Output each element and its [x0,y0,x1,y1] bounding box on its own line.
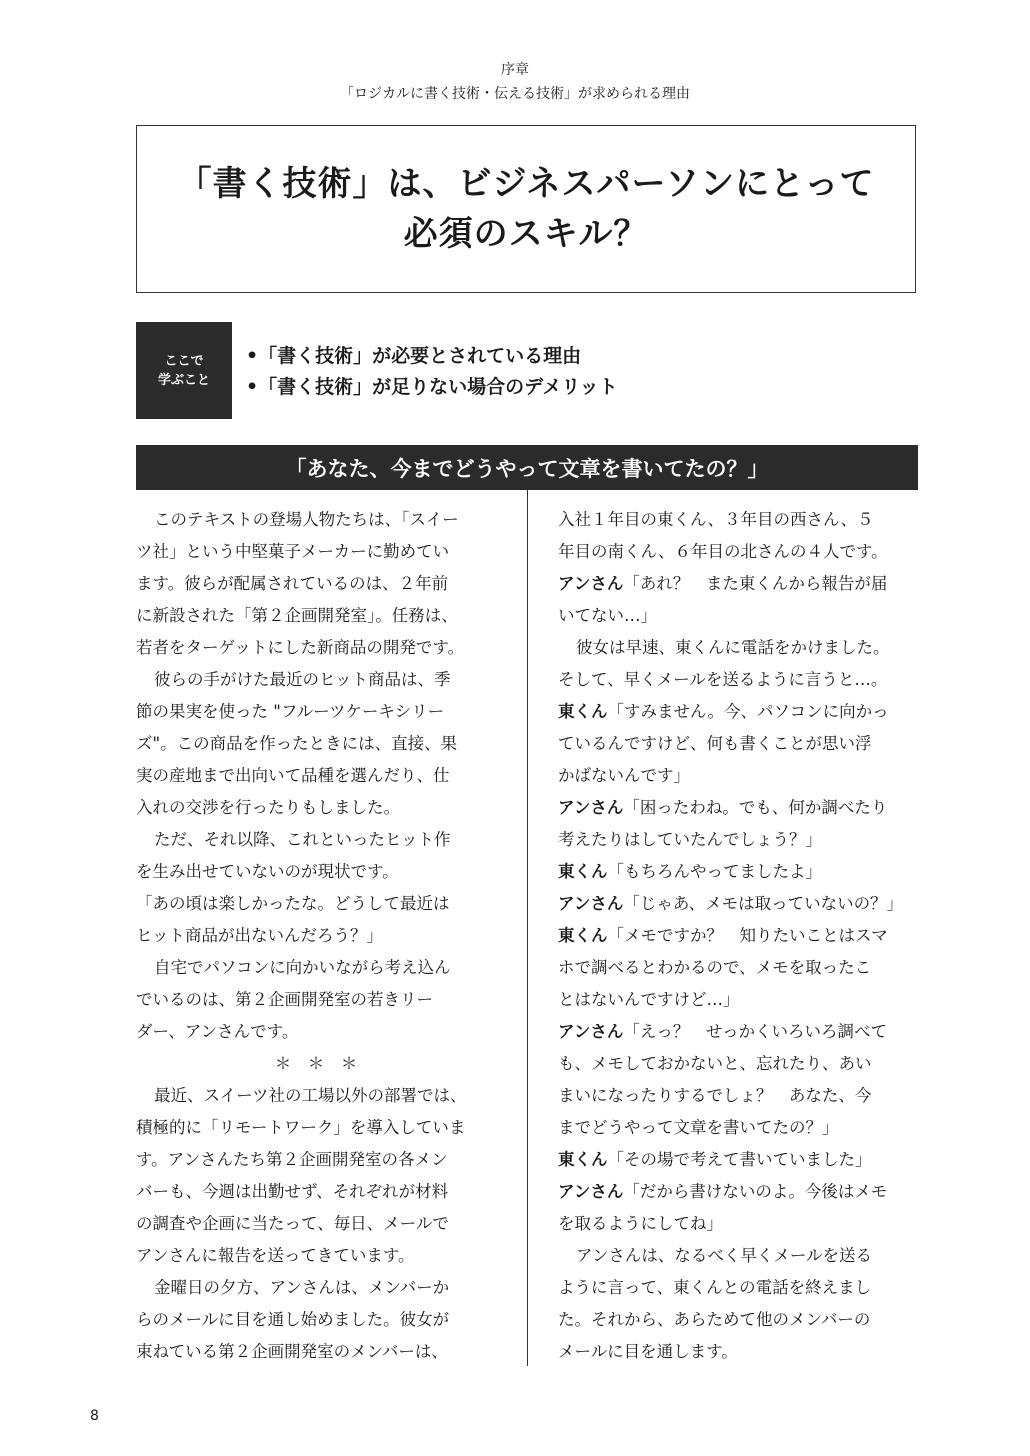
text-line: 最近、スイーツ社の工場以外の部署では、 [154,1086,467,1105]
text-line: 若者をターゲットにした新商品の開発です。 [136,638,465,657]
text-line [558,1144,918,1176]
text-line: バーも、今週は出勤せず、それぞれが材料 [136,1182,449,1201]
text-line: ツ社」という中堅菓子メーカーに勤めてい [136,542,450,561]
line-text: 「もちろんやってましたよ」 [607,862,822,881]
line-text: ように言って、東くんとの電話を終えまし [558,1278,872,1297]
text-line [558,664,918,696]
line-text: 年目の南くん、６年目の北さんの４人です。 [558,542,888,561]
text-line: 実の産地まで出向いて品種を選んだり、仕 [136,766,450,785]
text-line [558,504,918,536]
line-text: アンさんは、なるべく早くメールを送る [576,1246,873,1265]
text-line [558,568,918,600]
right-column [558,504,918,1368]
learning-points-label [136,322,232,419]
section-title-line-2: 必須のスキル？ [403,214,649,254]
speaker-name: 東くん [558,926,608,945]
line-text: 彼女は早速、東くんに電話をかけました。 [576,638,890,657]
text-line: ＊ ＊ ＊ [274,1054,358,1073]
line-text: 「じゃあ、メモは取っていないの？」 [623,894,904,913]
line-text: 「あれ？ また東くんから報告が届 [623,574,888,593]
speaker-name: 東くん [558,1150,608,1169]
text-line: 節の果実を使った "フルーツケーキシリー [136,702,445,721]
line-text: まいになったりするでしょ？ あなた、今 [558,1086,872,1105]
line-text: 入社１年目の東くん、３年目の西さん、５ [558,510,874,529]
text-line [558,728,918,760]
text-line [558,760,918,792]
speaker-name: アンさん [558,1182,624,1201]
text-line: 自宅でパソコンに向かいながら考え込ん [154,958,451,977]
learning-point: •「書く技術」が足りない場合のデメリット [246,376,618,398]
line-text: かばないんです」 [558,766,690,785]
text-line [558,920,918,952]
text-line: ダー、アンさんです。 [136,1022,299,1041]
line-text: も、メモしておかないと、忘れたり、あい [558,1054,872,1073]
line-text: そして、早くメールを送るように言うと…。 [558,670,888,689]
text-line: ただ、それ以降、これといったヒット作 [154,830,451,849]
text-line: ます。彼らが配属されているのは、２年前 [136,574,449,593]
learning-label-line-2: 学ぶこと [157,372,210,388]
line-text: 「メモですか？ 知りたいことはスマ [607,926,888,945]
line-text: いてない…」 [558,606,657,625]
chapter-subtitle: 「ロジカルに書く技術・伝える技術」が求められる理由 [340,86,690,102]
text-line: らのメールに目を通し始めました。彼女が [136,1310,450,1329]
text-line: 「あの頃は楽しかったな。どうして最近は [136,894,450,913]
line-text: 考えたりはしていたんでしょう？」 [558,830,822,849]
line-text: 「その場で考えて書いていました」 [607,1150,872,1169]
text-line [558,1048,918,1080]
text-line [558,536,918,568]
text-line [558,1112,918,1144]
text-line [558,1272,918,1304]
text-line: 束ねている第２企画開発室のメンバーは、 [136,1342,448,1361]
text-line [558,1240,918,1272]
text-line: でいるのは、第２企画開発室の若きリー [136,990,433,1009]
line-text: とはないんですけど…」 [558,990,740,1009]
text-line [558,824,918,856]
text-line [558,696,918,728]
text-line: 金曜日の夕方、アンさんは、メンバーか [154,1278,450,1297]
text-line: ズ"。この商品を作ったときには、直接、果 [136,734,458,753]
speaker-name: 東くん [558,862,608,881]
running-header [0,58,1030,106]
speaker-name: アンさん [558,1022,624,1041]
page-number: 8 [90,1408,99,1424]
learning-label-line-1: ここで [164,353,204,369]
text-line [558,1080,918,1112]
text-line: の調査や企画に当たって、毎日、メールで [136,1214,449,1233]
line-text: 「えっ？ せっかくいろいろ調べて [623,1022,888,1041]
text-line [558,1336,918,1368]
text-line: を生み出せていないのが現状です。 [136,862,399,881]
speaker-name: アンさん [558,574,624,593]
text-line [558,952,918,984]
left-column [136,504,496,1368]
chapter-label: 序章 [501,62,529,78]
speaker-name: アンさん [558,894,624,913]
text-line [558,1208,918,1240]
line-text: を取るようにしてね」 [558,1214,723,1233]
line-text: た。それから、あらためて他のメンバーの [558,1310,871,1329]
line-text: 「すみません。今、パソコンに向かっ [607,702,889,721]
line-text: メールに目を通します。 [558,1342,738,1361]
dialogue-banner: 「あなた、今までどうやって文章を書いてたの？」 [136,445,918,490]
column-divider [527,490,528,1366]
section-title-line-1: 「書く技術」は、ビジネスパーソンにとって [177,164,875,204]
learning-points [136,322,916,419]
speaker-name: アンさん [558,798,624,817]
learning-points-list [246,341,618,403]
text-line: す。アンさんたち第２企画開発室の各メン [136,1150,448,1169]
text-line [558,792,918,824]
line-text: ホで調べるとわかるので、メモを取ったこ [558,958,872,977]
text-line [558,632,918,664]
line-text: 「だから書けないのよ。今後はメモ [623,1182,888,1201]
text-line [558,856,918,888]
section-title-box [136,125,916,293]
line-text: までどうやって文章を書いてたの？」 [558,1118,839,1137]
learning-point: •「書く技術」が必要とされている理由 [246,345,582,367]
speaker-name: 東くん [558,702,608,721]
text-line [558,600,918,632]
text-line: アンさんに報告を送ってきています。 [136,1246,415,1265]
text-line: 彼らの手がけた最近のヒット商品は、季 [154,670,451,689]
text-line [558,1016,918,1048]
text-line: このテキストの登場人物たちは、「スイー [154,510,459,529]
text-line: 積極的に「リモートワーク」を導入していま [136,1118,466,1137]
line-text: ているんですけど、何も書くことが思い浮 [558,734,872,753]
line-text: 「困ったわね。でも、何か調べたり [623,798,888,817]
text-line [558,984,918,1016]
text-line: に新設された「第２企画開発室」。任務は、 [136,606,458,625]
text-line [558,1176,918,1208]
text-line: 入れの交渉を行ったりもしました。 [136,798,400,817]
text-line [558,888,918,920]
text-line [558,1304,918,1336]
text-line: ヒット商品が出ないんだろう？」 [136,926,384,945]
